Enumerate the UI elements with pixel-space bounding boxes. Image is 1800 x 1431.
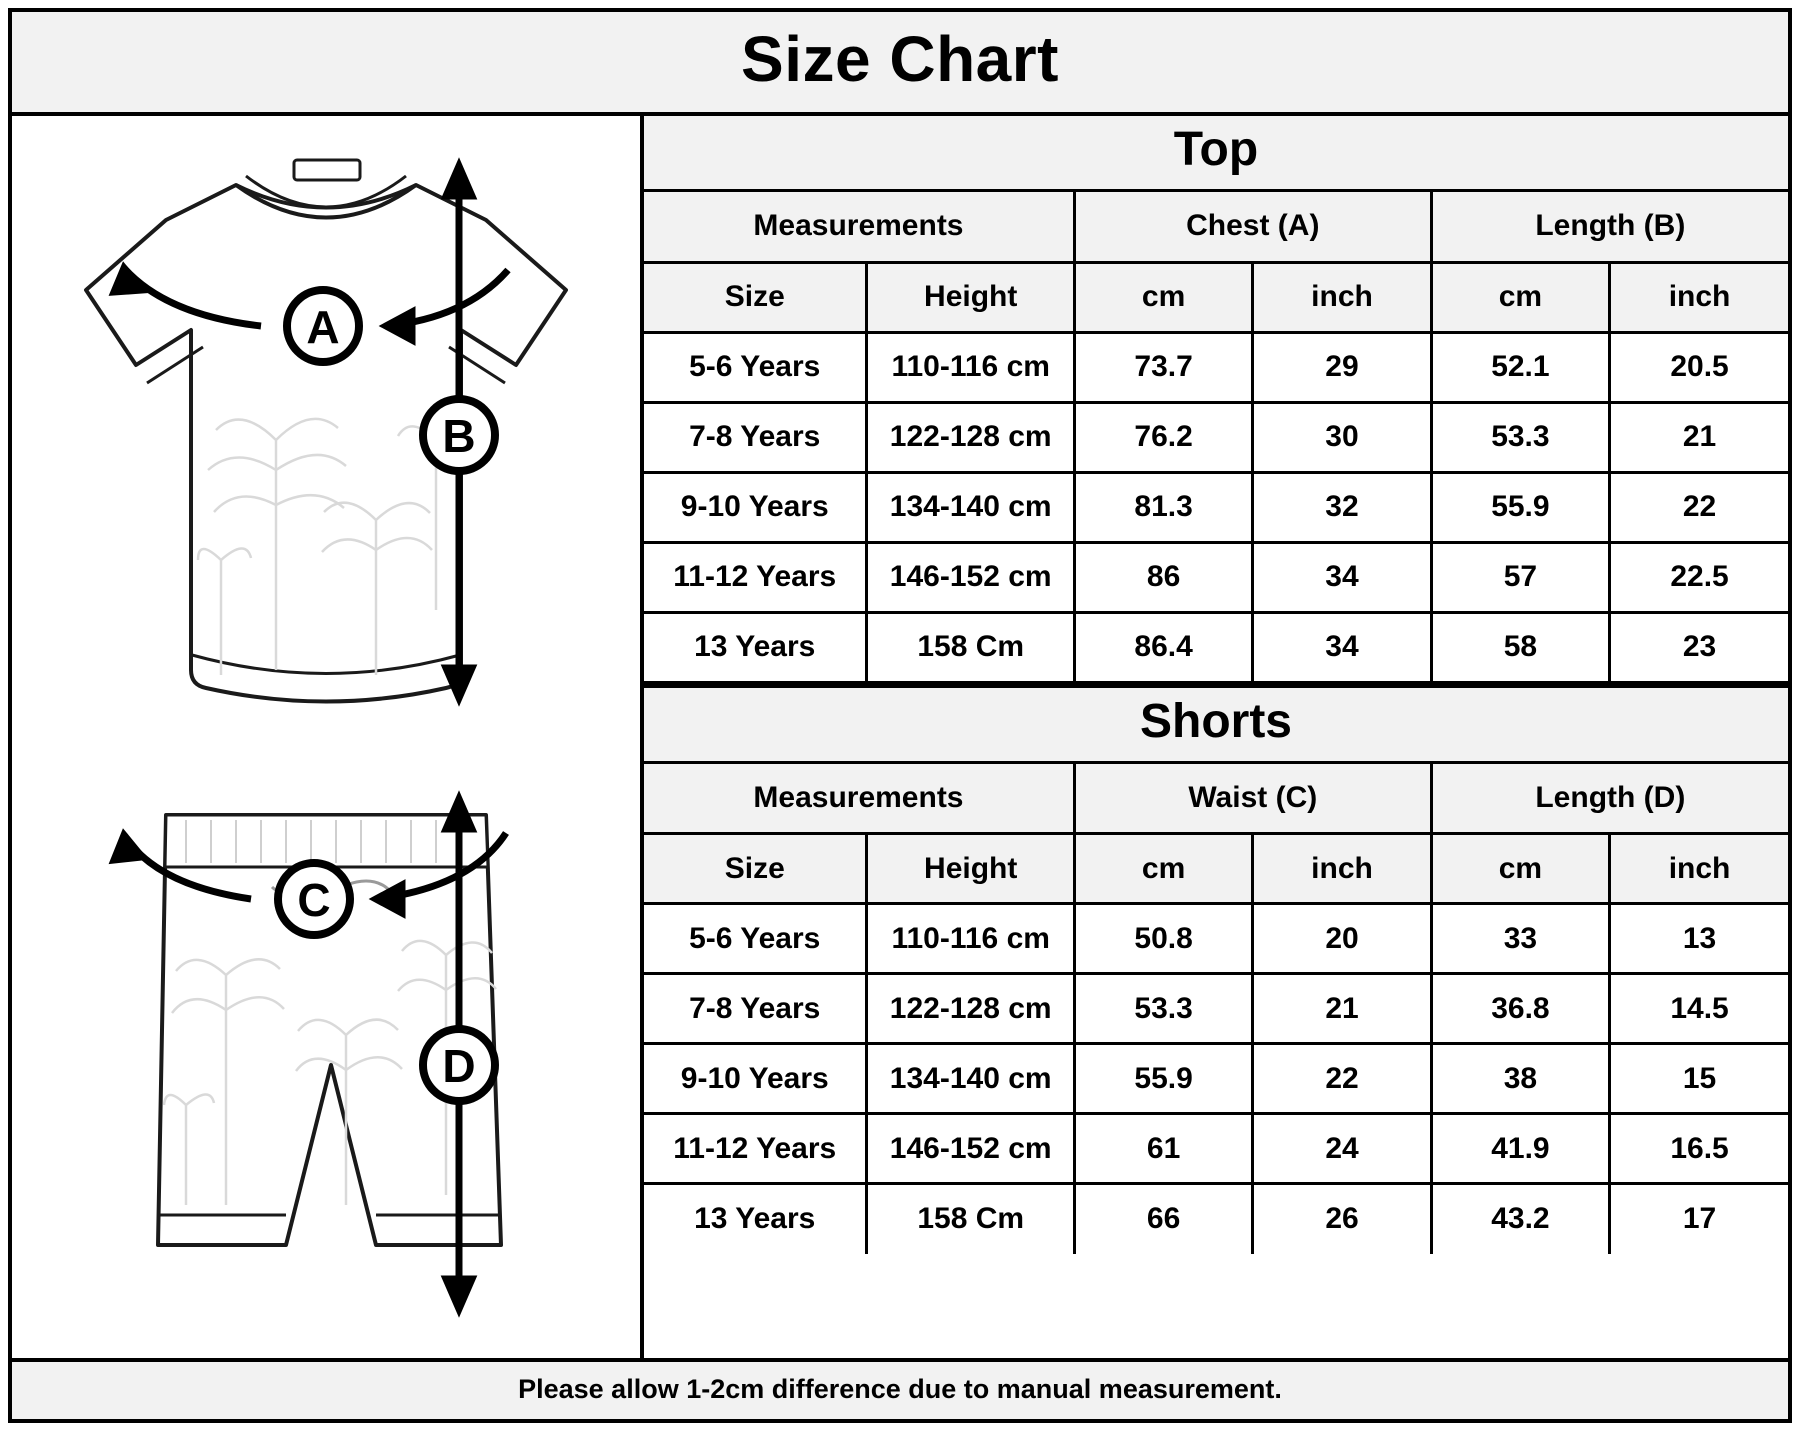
- cell-size: 7-8 Years: [644, 974, 867, 1044]
- table-row: [644, 332, 1788, 402]
- table-row-sub-header: [644, 834, 1788, 904]
- cell-waist-cm: 50.8: [1074, 904, 1252, 974]
- cell-height: 146-152 cm: [867, 1114, 1074, 1184]
- sub-header-length-cm: cm: [1431, 262, 1609, 332]
- cell-waist-inch: 21: [1253, 974, 1431, 1044]
- shorts-size-table: [644, 764, 1788, 1254]
- cell-size: 13 Years: [644, 612, 867, 682]
- sub-header-length-inch: inch: [1610, 834, 1788, 904]
- cell-length-cm: 53.3: [1431, 402, 1609, 472]
- cell-size: 9-10 Years: [644, 472, 867, 542]
- cell-chest-cm: 76.2: [1074, 402, 1252, 472]
- sub-header-size: Size: [644, 834, 867, 904]
- group-header-length: Length (B): [1431, 192, 1788, 262]
- cell-chest-cm: 73.7: [1074, 332, 1252, 402]
- cell-length-cm: 58: [1431, 612, 1609, 682]
- title-bar: [12, 12, 1788, 116]
- table-row: [644, 402, 1788, 472]
- cell-chest-inch: 34: [1253, 542, 1431, 612]
- cell-size: 11-12 Years: [644, 1114, 867, 1184]
- cell-length-cm: 57: [1431, 542, 1609, 612]
- sub-header-chest-inch: inch: [1253, 262, 1431, 332]
- cell-length-inch: 23: [1610, 612, 1788, 682]
- sub-header-length-cm: cm: [1431, 834, 1609, 904]
- cell-waist-cm: 61: [1074, 1114, 1252, 1184]
- cell-length-inch: 14.5: [1610, 974, 1788, 1044]
- cell-height: 158 Cm: [867, 1184, 1074, 1254]
- table-row-sub-header: [644, 262, 1788, 332]
- section-title-top: Top: [644, 116, 1788, 192]
- svg-text:A: A: [306, 300, 340, 353]
- cell-waist-cm: 55.9: [1074, 1044, 1252, 1114]
- cell-length-inch: 22: [1610, 472, 1788, 542]
- cell-height: 122-128 cm: [867, 402, 1074, 472]
- cell-height: 134-140 cm: [867, 472, 1074, 542]
- group-header-chest: Chest (A): [1074, 192, 1431, 262]
- illustration-panel: [12, 116, 644, 1358]
- cell-size: 7-8 Years: [644, 402, 867, 472]
- cell-chest-inch: 30: [1253, 402, 1431, 472]
- cell-waist-inch: 24: [1253, 1114, 1431, 1184]
- page-title: Size Chart: [741, 23, 1059, 95]
- footer-note: Please allow 1-2cm difference due to manual measurement.: [12, 1358, 1788, 1419]
- cell-height: 110-116 cm: [867, 332, 1074, 402]
- tshirt-illustration: [46, 140, 606, 740]
- cell-size: 5-6 Years: [644, 332, 867, 402]
- cell-chest-cm: 86.4: [1074, 612, 1252, 682]
- table-row: [644, 612, 1788, 682]
- sub-header-waist-inch: inch: [1253, 834, 1431, 904]
- cell-length-inch: 13: [1610, 904, 1788, 974]
- cell-length-cm: 41.9: [1431, 1114, 1609, 1184]
- cell-length-cm: 33: [1431, 904, 1609, 974]
- table-row: [644, 472, 1788, 542]
- sub-header-height: Height: [867, 262, 1074, 332]
- table-row: [644, 904, 1788, 974]
- table-row: [644, 542, 1788, 612]
- tshirt-icon: [46, 140, 606, 740]
- group-header-measurements: Measurements: [644, 764, 1074, 834]
- shorts-illustration: [46, 775, 606, 1335]
- cell-waist-cm: 66: [1074, 1184, 1252, 1254]
- cell-chest-inch: 29: [1253, 332, 1431, 402]
- cell-size: 9-10 Years: [644, 1044, 867, 1114]
- cell-chest-cm: 86: [1074, 542, 1252, 612]
- cell-height: 146-152 cm: [867, 542, 1074, 612]
- cell-length-cm: 36.8: [1431, 974, 1609, 1044]
- cell-length-cm: 43.2: [1431, 1184, 1609, 1254]
- top-size-table: [644, 192, 1788, 684]
- cell-length-inch: 22.5: [1610, 542, 1788, 612]
- cell-waist-inch: 20: [1253, 904, 1431, 974]
- group-header-length: Length (D): [1431, 764, 1788, 834]
- sub-header-length-inch: inch: [1610, 262, 1788, 332]
- svg-text:B: B: [442, 409, 476, 462]
- sub-header-chest-cm: cm: [1074, 262, 1252, 332]
- cell-length-inch: 21: [1610, 402, 1788, 472]
- cell-chest-inch: 34: [1253, 612, 1431, 682]
- chart-frame: [8, 8, 1792, 1423]
- table-row: [644, 974, 1788, 1044]
- group-header-measurements: Measurements: [644, 192, 1074, 262]
- cell-height: 122-128 cm: [867, 974, 1074, 1044]
- cell-chest-inch: 32: [1253, 472, 1431, 542]
- cell-length-cm: 55.9: [1431, 472, 1609, 542]
- cell-waist-inch: 26: [1253, 1184, 1431, 1254]
- chart-body: [12, 116, 1788, 1358]
- cell-size: 11-12 Years: [644, 542, 867, 612]
- cell-length-inch: 15: [1610, 1044, 1788, 1114]
- cell-height: 110-116 cm: [867, 904, 1074, 974]
- cell-waist-inch: 22: [1253, 1044, 1431, 1114]
- sub-header-size: Size: [644, 262, 867, 332]
- table-row: [644, 1184, 1788, 1254]
- cell-waist-cm: 53.3: [1074, 974, 1252, 1044]
- svg-text:C: C: [297, 873, 331, 926]
- svg-text:D: D: [442, 1039, 476, 1092]
- tables-panel: [644, 116, 1788, 1358]
- cell-height: 134-140 cm: [867, 1044, 1074, 1114]
- cell-length-inch: 20.5: [1610, 332, 1788, 402]
- group-header-waist: Waist (C): [1074, 764, 1431, 834]
- sub-header-waist-cm: cm: [1074, 834, 1252, 904]
- cell-size: 13 Years: [644, 1184, 867, 1254]
- table-row-group-header: [644, 192, 1788, 262]
- shorts-icon: [46, 775, 606, 1335]
- cell-size: 5-6 Years: [644, 904, 867, 974]
- cell-length-cm: 38: [1431, 1044, 1609, 1114]
- sub-header-height: Height: [867, 834, 1074, 904]
- cell-height: 158 Cm: [867, 612, 1074, 682]
- cell-length-cm: 52.1: [1431, 332, 1609, 402]
- table-row: [644, 1044, 1788, 1114]
- cell-length-inch: 16.5: [1610, 1114, 1788, 1184]
- cell-chest-cm: 81.3: [1074, 472, 1252, 542]
- cell-length-inch: 17: [1610, 1184, 1788, 1254]
- table-row-group-header: [644, 764, 1788, 834]
- section-title-shorts: Shorts: [644, 684, 1788, 764]
- table-row: [644, 1114, 1788, 1184]
